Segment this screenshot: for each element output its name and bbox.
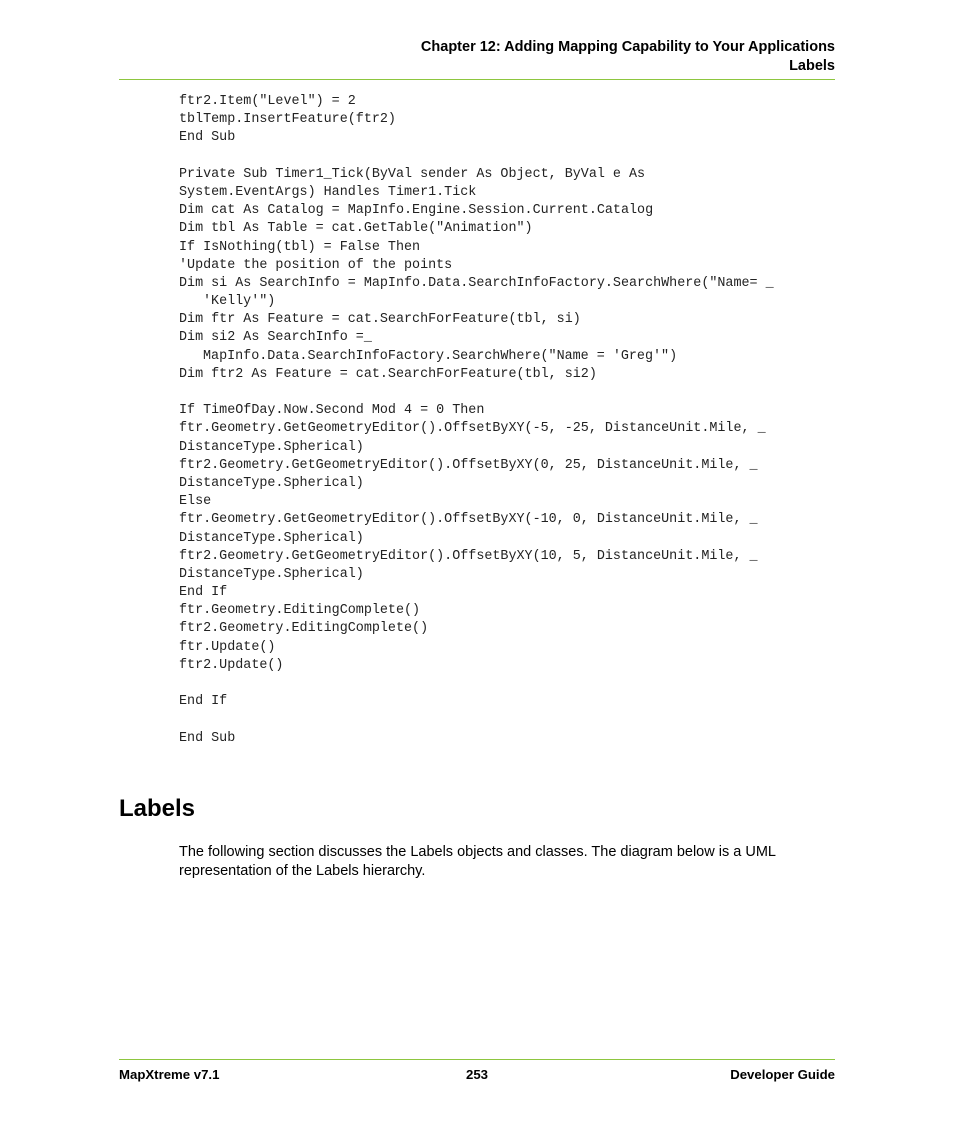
code-line: ftr.Update() [179,639,276,655]
code-line: End If [179,694,228,710]
footer-product: MapXtreme v7.1 [119,1067,220,1082]
code-line: DistanceType.Spherical) [179,530,364,546]
header-divider [119,79,835,80]
code-line: tblTemp.InsertFeature(ftr2) [179,112,396,128]
paragraph-line: representation of the Labels hierarchy. [179,863,426,879]
code-line: If TimeOfDay.Now.Second Mod 4 = 0 Then [179,403,485,419]
paragraph-line: The following section discusses the Labels objects and classes. The diagram below is a UML [179,844,776,860]
header-section-title: Labels [789,58,835,74]
code-line: ftr2.Geometry.GetGeometryEditor().OffsetByXY(10, 5, DistanceUnit.Mile, _ [179,548,758,564]
code-line: Dim tbl As Table = cat.GetTable("Animation") [179,221,533,237]
code-line: Dim si2 As SearchInfo =_ [179,330,372,346]
code-line: Dim si As SearchInfo = MapInfo.Data.SearchInfoFactory.SearchWhere("Name= _ [179,275,774,291]
code-line: Private Sub Timer1_Tick(ByVal sender As Object, ByVal e As [179,166,646,182]
code-block [179,93,844,748]
footer-page-number: 253 [465,1067,488,1082]
code-line: ftr.Geometry.GetGeometryEditor().OffsetByXY(-10, 0, DistanceUnit.Mile, _ [179,512,758,528]
code-line: ftr.Geometry.EditingComplete() [179,603,421,619]
code-blank-line [179,675,844,693]
code-line: DistanceType.Spherical) [179,439,364,455]
section-paragraph [179,843,819,881]
code-line: System.EventArgs) Handles Timer1.Tick [179,184,477,200]
code-blank-line [179,384,844,402]
code-line: End Sub [179,730,236,746]
code-line: DistanceType.Spherical) [179,475,364,491]
code-line: ftr.Geometry.GetGeometryEditor().OffsetByXY(-5, -25, DistanceUnit.Mile, _ [179,421,766,437]
section-heading: Labels [119,795,196,822]
footer-divider [119,1059,835,1060]
footer-guide: Developer Guide [730,1067,835,1082]
code-line: DistanceType.Spherical) [179,566,364,582]
code-line: ftr2.Geometry.GetGeometryEditor().OffsetByXY(0, 25, DistanceUnit.Mile, _ [179,457,758,473]
header-chapter-title: Chapter 12: Adding Mapping Capability to Your Applications [420,39,835,55]
code-line: Dim ftr2 As Feature = cat.SearchForFeature(tbl, si2) [179,366,597,382]
code-line: Else [179,494,212,510]
code-line: If IsNothing(tbl) = False Then [179,239,421,255]
page-footer [119,1065,835,1085]
code-line: 'Kelly'") [203,294,276,310]
page-header [119,38,835,76]
code-line: MapInfo.Data.SearchInfoFactory.SearchWhere("Name = 'Greg'") [203,348,678,364]
code-line: ftr2.Item("Level") = 2 [179,94,356,109]
code-line: ftr2.Geometry.EditingComplete() [179,621,429,637]
code-line: ftr2.Update() [179,657,284,673]
code-line: End Sub [179,130,236,146]
code-line: 'Update the position of the points [179,257,453,273]
code-blank-line [179,148,844,166]
code-line: Dim cat As Catalog = MapInfo.Engine.Session.Current.Catalog [179,203,654,219]
code-line: End If [179,585,228,601]
code-line: Dim ftr As Feature = cat.SearchForFeature(tbl, si) [179,312,581,328]
code-blank-line [179,711,844,729]
